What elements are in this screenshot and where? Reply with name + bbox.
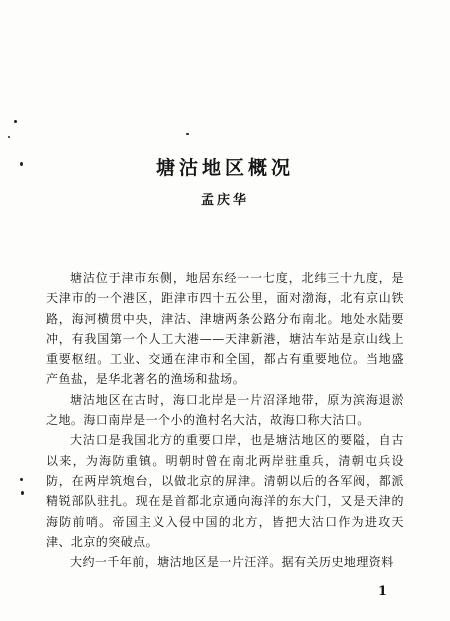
scan-speck <box>8 136 10 138</box>
paragraph: 塘沽位于津市东侧，地居东经一一七度，北纬三十九度，是天津市的一个港区，距津市四十五公里，面对渤海，北有京山铁路，海河横贯中央，津沽、津塘两条公路分布南北。地处水陆要冲，有我国第一个人工大港——天津新港，塘沽车站是京山线上重要枢纽。工业、交通在津市和全国，都占有重要地位。当地盛产鱼盐，是华北著名的渔场和盐场。 <box>46 271 404 387</box>
scan-speck <box>21 491 24 495</box>
body-text <box>46 268 404 572</box>
scan-speck <box>186 133 189 135</box>
paragraph: 大约一千年前，塘沽地区是一片汪洋。据有关历史地理资料 <box>70 555 394 570</box>
paragraph: 塘沽地区在古时，海口北岸是一片沼泽地带，原为滨海退淤之地。海口南岸是一个小的渔村名大沽，故海口称大沽口。 <box>46 392 404 428</box>
author-name: 孟庆华 <box>200 193 249 208</box>
scan-speck <box>20 478 23 481</box>
paragraph: 大沽口是我国北方的重要口岸，也是塘沽地区的要隘，自古以来，为海防重镇。明朝时曾在南北两岸驻重兵，清朝屯兵设防，在两岸筑炮台，以做北京的屏津。清朝以后的各军阀，都派精锐部队驻扎。现在是首都北京通向海洋的东大门，又是天津的海防前哨。帝国主义入侵中国的北方，皆把大沽口作为进攻天津、北京的突破点。 <box>46 433 404 549</box>
page-title: 塘沽地区概况 <box>155 157 294 179</box>
scan-speck <box>14 120 17 123</box>
page-number: 1 <box>378 584 388 599</box>
